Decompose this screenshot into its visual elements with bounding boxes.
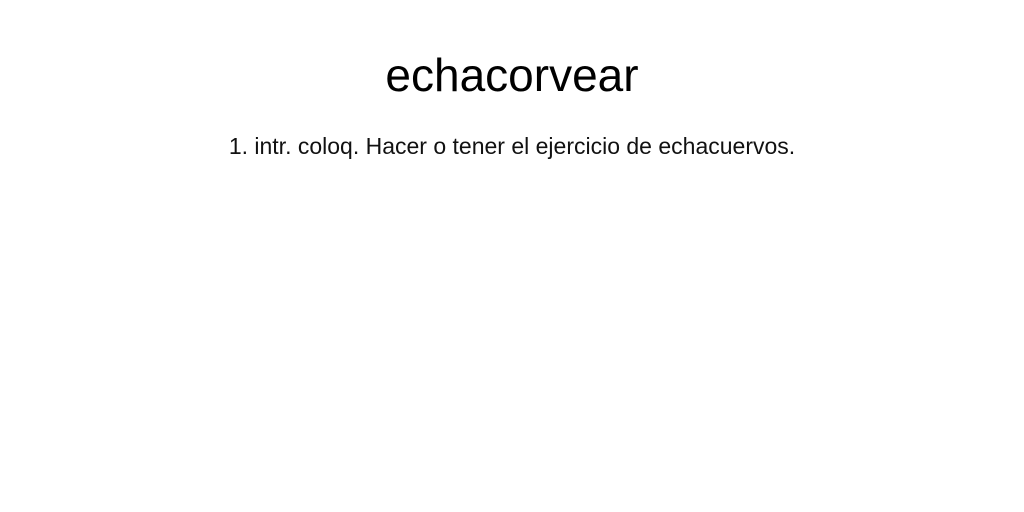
entry-definition-1: 1. intr. coloq. Hacer o tener el ejercicio de echacuervos. xyxy=(228,133,796,159)
entry-headword: echacorvear xyxy=(385,49,639,101)
